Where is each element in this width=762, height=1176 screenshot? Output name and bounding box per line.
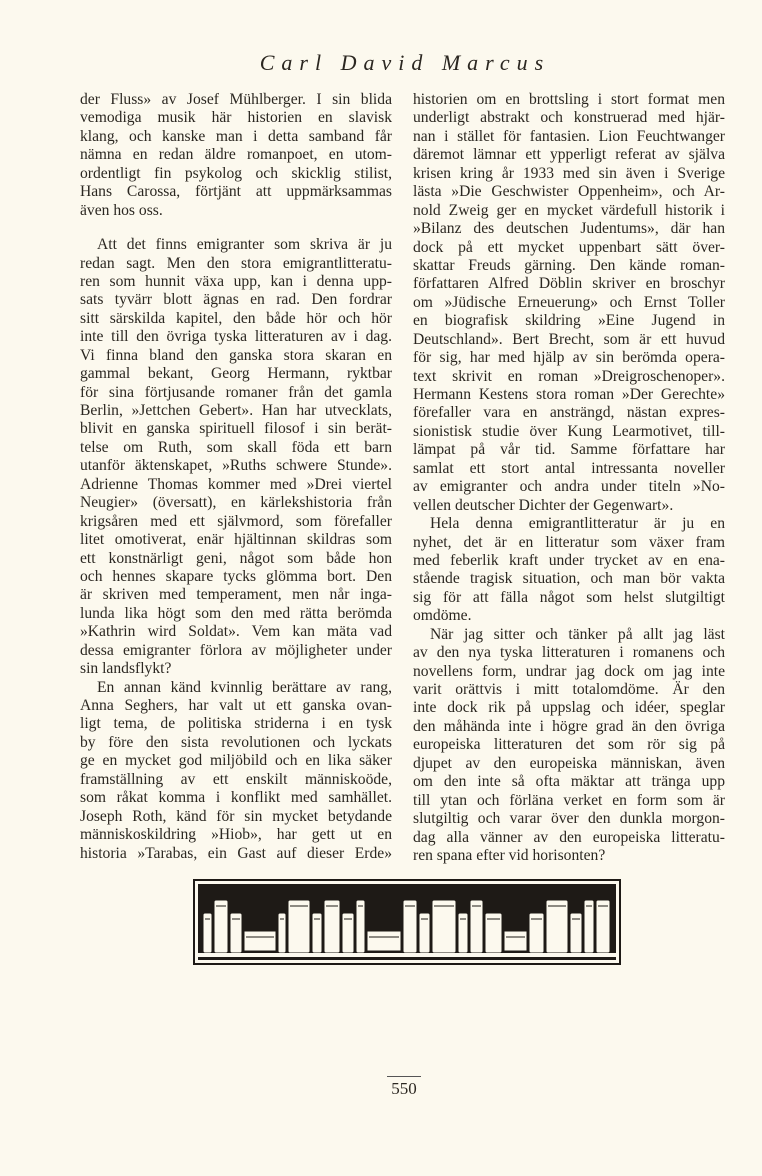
text-line: om den inte så ofta mäktar att tränga upp bbox=[413, 773, 725, 791]
text-line: framställning av ett enskilt människoöde, bbox=[80, 770, 392, 788]
text-column-left bbox=[80, 91, 392, 863]
text-line: utanför äktenskapet, »Ruths schwere Stunde». bbox=[80, 457, 392, 475]
text-line: nämna en redan äldre romanpoet, en utom- bbox=[80, 146, 392, 164]
text-line: förefaller vara en ansträngd, nästan expres- bbox=[413, 404, 725, 422]
book-shape bbox=[214, 900, 228, 953]
text-line: När jag sitter och tänker på allt jag läst bbox=[430, 625, 725, 643]
text-line: historia »Tarabas, ein Gast auf dieser Erde» bbox=[80, 844, 392, 862]
text-line: skattar Freuds gärning. Den kände roman- bbox=[413, 256, 725, 274]
text-line: stående tragisk situation, och man bör vakta bbox=[413, 570, 725, 588]
text-line: om »Jüdische Erneuerung» och Ernst Toller bbox=[413, 293, 725, 311]
text-line: Att det finns emigranter som skriva är ju bbox=[97, 236, 392, 254]
text-line: även hos oss. bbox=[80, 201, 163, 219]
paragraph bbox=[413, 626, 725, 866]
text-line: sionistisk studie över Kung Learmotivet, till- bbox=[413, 422, 725, 440]
text-line: omdöme. bbox=[413, 607, 472, 625]
text-line: Anna Seghers, har valt ut ett ganska ovan- bbox=[80, 697, 392, 714]
text-line: Joseph Roth, känd för sin mycket betydande bbox=[80, 807, 392, 825]
book-shape bbox=[596, 900, 610, 953]
text-line: nold Zweig ger en mycket värdefull historik i bbox=[413, 201, 725, 219]
text-line: lämpat på vår tid. Samme författare har bbox=[413, 441, 725, 459]
paragraph bbox=[413, 515, 725, 626]
text-line: sig för att fälla något som helst slutgiltigt bbox=[413, 588, 725, 606]
text-line: dessa emigranter förlora av möjligheter under bbox=[80, 641, 392, 659]
text-line: författaren Alfred Döblin skriver en broschyr bbox=[413, 275, 725, 293]
text-line: en biografisk skildring »Eine Jugend in bbox=[413, 312, 725, 330]
text-line: vemodiga musik här historien en slavisk bbox=[80, 109, 392, 127]
text-line: inte dock rik på uppslag och idéer, speglar bbox=[413, 699, 725, 717]
text-line: av emigranter och andra under titeln »No- bbox=[413, 478, 725, 496]
text-line: novellens form, undrar jag dock om jag inte bbox=[413, 662, 725, 680]
text-line: av den nya tyska litteraturen i romanens och bbox=[413, 644, 725, 662]
text-line: telse om Ruth, som skall föda ett barn bbox=[80, 438, 392, 456]
text-line: och hennes skapare tycks glömma bort. Den bbox=[80, 567, 392, 585]
book-shape bbox=[367, 931, 401, 951]
text-line: vellen deutscher Dichter der Gegenwart». bbox=[413, 496, 674, 514]
text-line: underligt abstrakt och konstruerad med hjär- bbox=[413, 109, 725, 127]
book-shape bbox=[546, 900, 568, 953]
text-line: »Kathrin wird Soldat». Vem kan mäta vad bbox=[80, 623, 392, 641]
text-line: djupet av den europeiska människan, även bbox=[413, 754, 725, 772]
text-line: blivit en ganska spirituell filosof i sin berät- bbox=[80, 420, 392, 438]
text-line: Adrienne Thomas kommer med »Drei viertel bbox=[80, 475, 392, 493]
text-line: ren spana efter vid horisonten? bbox=[413, 846, 606, 864]
text-line: ren som hunnit växa upp, kan i denna upp- bbox=[80, 272, 392, 290]
text-line: nyhet, det är en litteratur som växer fram bbox=[413, 533, 725, 551]
text-line: dag alla vänner av den europeiska litteratu- bbox=[413, 828, 725, 846]
book-shape bbox=[470, 900, 483, 953]
text-line: krigsåren med ett självmord, som förefaller bbox=[80, 512, 392, 530]
book-shape bbox=[584, 900, 594, 953]
text-line: Neugier» (översatt), en kärlekshistoria från bbox=[80, 494, 392, 512]
text-line: dock på ett mycket uppenbart sätt över- bbox=[413, 238, 725, 256]
text-line: europeiska litteraturen det som rör sig på bbox=[413, 736, 725, 754]
text-line: ge en mycket god miljöbild och en lika säker bbox=[80, 752, 392, 770]
text-line: samlat ett stort antal intressanta noveller bbox=[413, 459, 725, 477]
text-line: sitt särskilda kapitel, den både hör och hör bbox=[80, 309, 392, 327]
page-number: 550 bbox=[391, 1079, 417, 1098]
text-line: Hermann Kestens stora roman »Der Gerechte» bbox=[413, 386, 725, 403]
paragraph bbox=[80, 236, 392, 679]
text-line: ett konstnärligt geni, något som både hon bbox=[80, 549, 392, 567]
text-line: med feberlik kraft under trycket av en ena- bbox=[413, 551, 725, 569]
text-line: lästa »Die Geschwister Oppenheim», och Ar- bbox=[413, 183, 725, 201]
text-line: ordentligt fin psykolog och skicklig stilist, bbox=[80, 164, 392, 182]
text-line: krisen kring år 1933 med sin även i Sverige bbox=[413, 164, 725, 182]
book-shape bbox=[356, 900, 365, 953]
book-shape bbox=[504, 931, 527, 951]
text-line: ligt tema, de politiska striderna i en tysk bbox=[80, 715, 392, 733]
text-line: gammal bekant, Georg Hermann, ryktbar bbox=[80, 365, 392, 383]
book-shape bbox=[324, 900, 340, 953]
book-shape bbox=[288, 900, 310, 953]
text-line: varit orättvis i mitt totalomdöme. Är den bbox=[413, 681, 725, 698]
text-line: Berlin, »Jettchen Gebert». Han har utvecklats, bbox=[80, 402, 392, 419]
paragraph bbox=[80, 91, 392, 220]
book-shape bbox=[244, 931, 276, 951]
text-line: den måhända inte i högre grad än den övriga bbox=[413, 717, 725, 735]
text-line: Vi finna bland den ganska stora skaran en bbox=[80, 346, 392, 364]
text-line: slutgiltig och varar över den dunkla morgon- bbox=[413, 810, 725, 828]
books-vignette-illustration bbox=[193, 879, 621, 965]
text-line: sats tyvärr blott ägnas en rad. Den fordrar bbox=[80, 291, 392, 309]
text-line: för sig, har med hjälp av sin berömda opera- bbox=[413, 349, 725, 367]
text-column-right bbox=[413, 91, 725, 865]
text-line: Hans Carossa, förtjänt att uppmärksammas bbox=[80, 183, 392, 201]
text-line: lunda lika högt som den med rätta berömda bbox=[80, 604, 392, 622]
text-line: är skriven med temperament, men når inga- bbox=[80, 586, 392, 604]
text-line: för sina förtjusande romaner från det gamla bbox=[80, 383, 392, 401]
text-line: inte till den övriga tyska litteraturen av i dag. bbox=[80, 328, 392, 346]
text-line: litet omotiverat, enär hjältinnan skildras som bbox=[80, 531, 392, 549]
text-line: till ytan och förläna verket en form som är bbox=[413, 791, 725, 809]
running-title: Carl David Marcus bbox=[259, 50, 551, 75]
text-line: En annan känd kvinnlig berättare av rang, bbox=[97, 678, 392, 696]
text-line: människoskildring »Hiob», har gett ut en bbox=[80, 826, 392, 844]
book-shape bbox=[432, 900, 456, 953]
text-line: däremot lämnar ett ypperligt referat av själva bbox=[413, 146, 725, 164]
text-line: text skrivit en roman »Dreigroschenoper». bbox=[413, 367, 725, 385]
paragraph-gap bbox=[80, 220, 392, 236]
page-number-rule bbox=[387, 1076, 421, 1077]
text-line: by före den sista revolutionen och lyckats bbox=[80, 733, 392, 751]
paragraph bbox=[80, 679, 392, 863]
text-line: der Fluss» av Josef Mühlberger. I sin blida bbox=[80, 91, 392, 108]
text-line: Deutschland». Bert Brecht, som är ett huvud bbox=[413, 330, 725, 348]
text-line: historien om en brottsling i stort format men bbox=[413, 91, 725, 108]
text-line: som råkat komma i konflikt med samhället. bbox=[80, 789, 392, 807]
text-line: nan i stället för fantasien. Lion Feuchtwanger bbox=[413, 127, 725, 145]
book-shape bbox=[403, 900, 417, 953]
text-line: redan sagt. Men den stora emigrantlitteratu- bbox=[80, 254, 392, 272]
text-line: klang, och kanske man i detta samband får bbox=[80, 127, 392, 145]
text-line: sin landsflykt? bbox=[80, 660, 172, 678]
paragraph bbox=[413, 91, 725, 515]
text-line: »Bilanz des deutschen Judentums», där han bbox=[413, 220, 725, 238]
text-line: Hela denna emigrantlitteratur är ju en bbox=[430, 515, 725, 533]
